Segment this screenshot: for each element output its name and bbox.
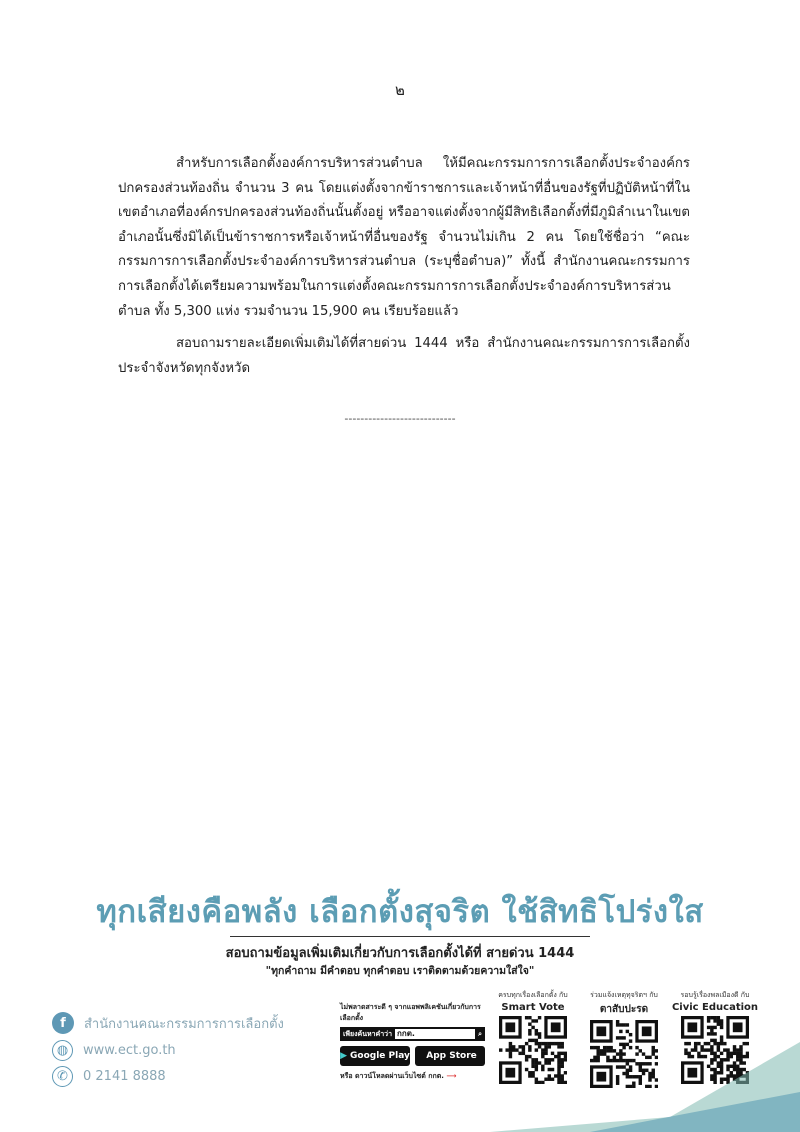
website-link[interactable]: www.ect.go.th	[83, 1043, 176, 1058]
app-promo-text: ไม่พลาดสาระดี ๆ จากแอพพลิเคชันเกี่ยวกับการเลือกตั้ง	[340, 1003, 481, 1022]
facebook-icon: f	[52, 1012, 74, 1034]
separator: ----------------------------	[344, 412, 456, 425]
phone-icon: ✆	[52, 1066, 73, 1087]
contact-phone[interactable]	[52, 1066, 166, 1087]
qr-caption: รอบรู้เรื่องพลเมืองดี กับ	[680, 991, 750, 999]
arrow-icon: ⟶	[446, 1072, 457, 1080]
page-number: ๒	[395, 81, 405, 99]
divider	[230, 936, 590, 937]
download-note-text: หรือ ดาวน์โหลดผ่านเว็บไซต์ กกต.	[340, 1072, 444, 1080]
body-text	[118, 152, 690, 389]
hotline-info: สอบถามข้อมูลเพิ่มเติมเกี่ยวกับการเลือกตั้งได้ที่ สายด่วน 1444	[225, 946, 575, 961]
slogan: ทุกเสียงคือพลัง เลือกตั้งสุจริต ใช้สิทธิโปร่งใส	[96, 894, 704, 930]
google-play-label: Google Play	[350, 1051, 410, 1061]
search-icon: ⌕	[478, 1029, 482, 1038]
search-label: เพียงค้นหาคำว่า	[343, 1029, 393, 1038]
decorative-wave	[470, 1029, 800, 1132]
contact-facebook[interactable]	[52, 1012, 284, 1034]
qr-name: Smart Vote	[501, 1002, 565, 1013]
contact-website[interactable]	[52, 1040, 176, 1061]
qr-caption: ร่วมแจ้งเหตุทุจริตฯ กับ	[590, 991, 658, 999]
qr-name: Civic Education	[671, 1002, 759, 1013]
motto-quote: "ทุกคำถาม มีคำตอบ ทุกคำตอบ เราติดตามด้วยความใส่ใจ"	[265, 965, 535, 977]
google-play-badge[interactable]	[340, 1046, 410, 1066]
phone-number: 0 2141 8888	[83, 1069, 166, 1084]
app-store-label: App Store	[426, 1051, 477, 1061]
search-bar	[340, 1027, 485, 1041]
download-note	[340, 1071, 485, 1082]
qr-caption: ครบทุกเรื่องเลือกตั้ง กับ	[498, 991, 568, 999]
globe-icon: ◍	[52, 1040, 73, 1061]
facebook-label: สำนักงานคณะกรรมการการเลือกตั้ง	[84, 1016, 284, 1032]
qr-name: ตาสับปะรด	[599, 1004, 649, 1015]
app-promo	[340, 1002, 485, 1082]
search-value: กกต.	[395, 1029, 475, 1039]
play-icon: ▶	[340, 1051, 348, 1061]
paragraph: สำหรับการเลือกตั้งองค์การบริหารส่วนตำบล ให้มีคณะกรรมการการเลือกตั้งประจำองค์กรปกครองส่วนท้องถิ่น จำนวน 3 คน โดยแต่งตั้งจากข้าราชการและเจ้าหน้าที่อื่นของรัฐที่ปฏิบัติหน้าที่ในเขตอำเภอที่องค์กรปกครองส่วนท้องถิ่นนั้นตั้งอยู่ หรืออาจแต่งตั้งจากผู้มีสิทธิเลือกตั้งที่มีภูมิลำเนาในเขตอำเภอนั้นซึ่งมิได้เป็นข้าราชการหรือเจ้าหน้าที่อื่นของรัฐ จำนวนไม่เกิน 2 คน โดยใช้ชื่อว่า “คณะกรรมการการเลือกตั้งประจำองค์การบริหารส่วนตำบล (ระบุชื่อตำบล)” ทั้งนี้ สำนักงานคณะกรรมการการเลือกตั้งได้เตรียมความพร้อมในการแต่งตั้งคณะกรรมการการเลือกตั้งประจำองค์การบริหารส่วนตำบล ทั้ง 5,300 แห่ง รวมจำนวน 15,900 คน เรียบร้อยแล้ว	[118, 156, 690, 319]
paragraph: สอบถามรายละเอียดเพิ่มเติมได้ที่สายด่วน 1444 หรือ สำนักงานคณะกรรมการการเลือกตั้งประจำจังหวัดทุกจังหวัด	[118, 336, 690, 376]
